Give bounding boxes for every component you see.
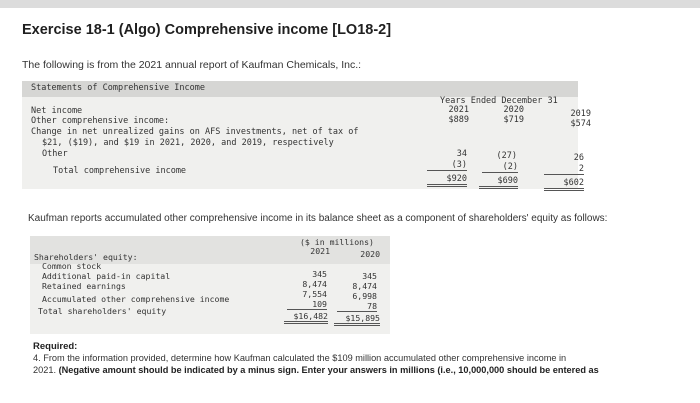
oci-label: Other comprehensive income: (31, 116, 170, 126)
total-equity-2021: $16,482 (284, 311, 328, 324)
apic-label: Additional paid-in capital (42, 271, 171, 281)
statement-header-bar (22, 81, 578, 97)
retained-earnings-2021: 7,554 (302, 289, 327, 299)
exercise-title: Exercise 18-1 (Algo) Comprehensive income [LO18-2] (22, 22, 392, 38)
other-2020: (2) (482, 162, 518, 173)
equity-year-2021: 2021 (310, 246, 330, 256)
other-label: Other (42, 149, 68, 159)
afs-change-2021: 34 (456, 149, 467, 159)
intro-text: The following is from the 2021 annual report of Kaufman Chemicals, Inc.: (22, 59, 362, 71)
total-equity-2020: $15,895 (334, 313, 380, 326)
apic-2020: 8,474 (352, 281, 377, 291)
year-2020: 2020 (503, 105, 524, 115)
net-income-2019: $574 (570, 119, 591, 129)
net-income-2021: $889 (448, 115, 469, 125)
question-line-2-plain: 2021. (33, 365, 56, 375)
other-2019: 2 (544, 164, 584, 175)
aoci-2020: 78 (337, 301, 377, 312)
equity-heading: Shareholders' equity: (34, 252, 138, 262)
aoci-label: Accumulated other comprehensive income (42, 294, 230, 304)
afs-change-label-line2: $21, ($19), and $19 in 2021, 2020, and 2019, respectively (42, 138, 334, 148)
year-2019: 2019 (570, 109, 591, 119)
retained-earnings-2020: 6,998 (352, 291, 377, 301)
top-bar (0, 0, 700, 8)
question-line-1: 4. From the information provided, determine how Kaufman calculated the $109 million accumulated other comprehensive income in (33, 353, 567, 363)
common-stock-2021: 345 (312, 269, 327, 279)
net-income-label: Net income (31, 106, 83, 116)
equity-intro-text: Kaufman reports accumulated other comprehensive income in its balance sheet as a component of shareholders' equity as follows: (28, 213, 608, 224)
total-2019: $602 (544, 178, 584, 191)
afs-change-2019: 26 (573, 153, 584, 163)
net-income-2020: $719 (503, 115, 524, 125)
year-2021: 2021 (448, 105, 469, 115)
statement-title: Statements of Comprehensive Income (31, 83, 205, 93)
total-2020: $690 (479, 176, 518, 189)
aoci-2021: 109 (287, 299, 327, 310)
retained-earnings-label: Retained earnings (42, 281, 126, 291)
question-instructions: (Negative amount should be indicated by a minus sign. Enter your answers in millions (i.e., 10,000,000 should be entered as (58, 365, 599, 375)
afs-change-label-line1: Change in net unrealized gains on AFS investments, net of tax of (31, 127, 359, 137)
required-label: Required: (33, 341, 78, 352)
question-line-2 (33, 365, 599, 375)
shareholders-equity-table (30, 236, 390, 334)
total-label: Total comprehensive income (53, 166, 187, 176)
unit-header: ($ in millions) (300, 237, 374, 247)
common-stock-label: Common stock (42, 261, 102, 271)
apic-2021: 8,474 (302, 279, 327, 289)
period-header: Years Ended December 31 (440, 96, 558, 106)
afs-change-2020: (27) (496, 151, 517, 161)
equity-year-2020: 2020 (360, 249, 380, 259)
common-stock-2020: 345 (362, 271, 377, 281)
total-equity-label: Total shareholders' equity (38, 306, 167, 316)
other-2021: (3) (427, 160, 467, 171)
comprehensive-income-statement (22, 81, 591, 189)
total-2021: $920 (427, 174, 467, 187)
